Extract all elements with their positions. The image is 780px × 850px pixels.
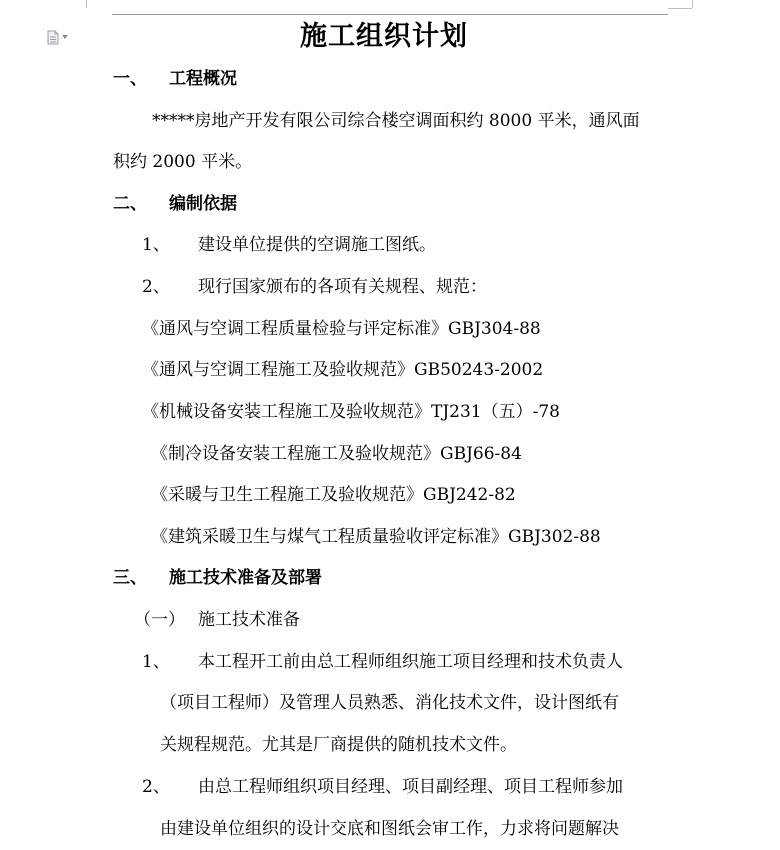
list-item-number: 1、: [142, 652, 170, 672]
standard-reference: 《采暖与卫生工程施工及验收规范》GBJ242-82: [151, 485, 516, 505]
document-menu-button[interactable]: [47, 29, 71, 45]
document-title: 施工组织计划: [300, 21, 468, 52]
paragraph-line: 积约 2000 平米。: [113, 152, 253, 172]
paragraph-line: 关规程规范。尤其是厂商提供的随机技术文件。: [160, 735, 517, 755]
section-3-number: 三、: [113, 568, 147, 588]
subsection-number: （一）: [134, 610, 185, 630]
standard-reference: 《机械设备安装工程施工及验收规范》TJ231（五）-78: [142, 402, 560, 422]
chevron-down-icon: [62, 35, 68, 39]
paragraph-line: 由建设单位组织的设计交底和图纸会审工作，力求将问题解决: [160, 819, 619, 839]
page-corner-mark-right: [692, 0, 693, 8]
paragraph-line: 本工程开工前由总工程师组织施工项目经理和技术负责人: [198, 652, 623, 672]
paragraph-line: *****房地产开发有限公司综合楼空调面积约 8000 平米，通风面: [152, 111, 640, 131]
section-3-heading: 施工技术准备及部署: [169, 568, 322, 588]
section-2-heading: 编制依据: [169, 194, 237, 214]
section-1-number: 一、: [113, 69, 147, 89]
section-1-heading: 工程概况: [169, 69, 237, 89]
list-item-number: 2、: [142, 277, 170, 297]
document-icon: [47, 30, 59, 45]
standard-reference: 《通风与空调工程施工及验收规范》GB50243-2002: [142, 360, 544, 380]
list-item-number: 1、: [142, 235, 170, 255]
section-2-number: 二、: [113, 194, 147, 214]
list-item-number: 2、: [142, 777, 170, 797]
page-corner-mark-left: [86, 0, 87, 8]
subsection-heading: 施工技术准备: [198, 610, 300, 630]
page-top-edge: [112, 14, 668, 15]
list-item-text: 现行国家颁布的各项有关规程、规范：: [198, 277, 487, 297]
standard-reference: 《制冷设备安装工程施工及验收规范》GBJ66-84: [151, 444, 522, 464]
page-corner-mark-horizontal: [668, 8, 692, 9]
paragraph-line: 由总工程师组织项目经理、项目副经理、项目工程师参加: [198, 777, 623, 797]
list-item-text: 建设单位提供的空调施工图纸。: [198, 235, 436, 255]
standard-reference: 《通风与空调工程质量检验与评定标准》GBJ304-88: [142, 319, 541, 339]
standard-reference: 《建筑采暖卫生与煤气工程质量验收评定标准》GBJ302-88: [151, 527, 601, 547]
paragraph-line: （项目工程师）及管理人员熟悉、消化技术文件，设计图纸有: [160, 693, 619, 713]
